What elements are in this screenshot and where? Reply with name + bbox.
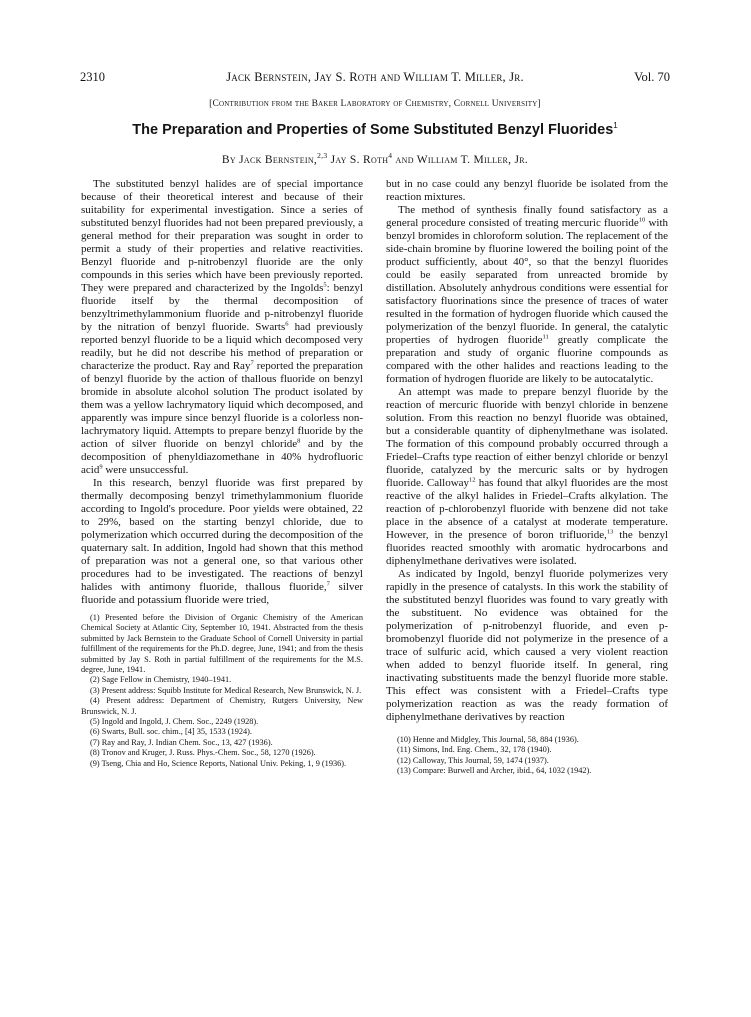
footnote-4: (4) Present address: Department of Chemistry, Rutgers University, New Brunswick, N. J. xyxy=(81,696,363,716)
page-number: 2310 xyxy=(80,70,105,84)
paragraph-stability: As indicated by Ingold, benzyl fluoride polymerizes very rapidly in the presence of catalysts. In this work the stability of the substituted benzyl fluorides was found to vary greatly with the substituent. No evidence was obtained for the polymerization of p-nitrobenzyl fluoride, and even p-bromobenzyl fluoride did not polymerize in the presence of a trace of sulfuric acid, which caused a very violent reaction when added to benzyl fluoride itself. In general, ring inactivating substituents made the benzyl fluoride more stable. This effect was consistent with a Friedel–Crafts type polymerization reaction as was the ready formation of diphenylmethane derivatives by reaction xyxy=(386,568,668,723)
text-run: silver fluoride and potassium fluoride were tried, xyxy=(81,581,363,606)
footnote-ref: 7 xyxy=(250,359,254,367)
paragraph-continued: but in no case could any benzyl fluoride be isolated from the reaction mixtures. xyxy=(386,178,668,203)
footnote-1: (1) Presented before the Division of Organic Chemistry of the American Chemical Society at Atlantic City, September 10, 1941. Abstracted from the thesis submitted by Jack Bernstein to the Graduate School of Cornell University in partial fulfillment of the requirements for the Ph.D. degree, June, 1941; and from the thesis submitted by Jay S. Roth in partial fulfillment of the requirements for the M.S. degree, June, 1941. xyxy=(81,613,363,675)
paragraph-attempt xyxy=(386,386,668,568)
paragraph-intro xyxy=(81,178,363,477)
volume-number: Vol. 70 xyxy=(634,70,670,84)
author-miller: and William T. Miller, Jr. xyxy=(395,153,529,166)
footnote-7: (7) Ray and Ray, J. Indian Chem. Soc., 13, 427 (1936). xyxy=(90,737,273,747)
footnote-13: (13) Compare: Burwell and Archer, ibid., 64, 1032 (1942). xyxy=(397,766,592,776)
footnote-ref: 9 xyxy=(99,463,103,471)
footnote-ref: 12 xyxy=(469,476,476,484)
left-column xyxy=(81,178,363,769)
text-run: The substituted benzyl halides are of special importance because of their theoretical interest and because of their suitability for experimental investigation. Since a series of substituted benzyl fluorides had not been prepared previously, a general method for their preparation was sought in order to permit a study of their properties and relative reactivities. Benzyl fluoride and p-nitrobenzyl fluoride are the only compounds in this series which have been previously reported. They were prepared and characterized by the Ingolds xyxy=(81,178,363,294)
footnote-6: (6) Swarts, Bull. soc. chim., [4] 35, 1533 (1924). xyxy=(90,727,252,737)
footnotes-right xyxy=(386,735,668,777)
footnotes-left xyxy=(81,613,363,769)
running-head xyxy=(80,70,670,86)
author-bernstein-refs: 2,3 xyxy=(317,151,328,160)
text-run: reported the preparation of benzyl fluoride by the action of thallous fluoride on benzyl bromide in absolute alcohol solution The product isolated by them was a yellow lachrymatory liquid which decomposed, and apparently was impure since benzyl fluoride is a colorless non-lachrymatory liquid. Attempts to prepare benzyl fluoride by the action of silver fluoride on benzyl chloride xyxy=(81,360,364,450)
title-footnote-ref: 1 xyxy=(613,121,618,130)
footnote-ref: 6 xyxy=(285,320,289,328)
footnote-5: (5) Ingold and Ingold, J. Chem. Soc., 2249 (1928). xyxy=(90,717,259,727)
author-bernstein: Jack Bernstein, xyxy=(239,153,318,166)
author-roth: Jay S. Roth xyxy=(330,153,389,166)
text-run: the benzyl fluorides reacted smoothly with aromatic hydrocarbons and diphenylmethane derivatives were isolated. xyxy=(386,529,669,567)
text-run: The method of synthesis finally found satisfactory as a general procedure consisted of treating mercuric fluoride xyxy=(386,204,668,229)
footnote-2: (2) Sage Fellow in Chemistry, 1940–1941. xyxy=(90,675,232,685)
footnote-ref: 7 xyxy=(326,580,330,588)
author-roth-refs: 4 xyxy=(388,151,393,160)
text-run: with benzyl bromides in chloroform solution. The replacement of the side-chain bromine by fluorine lowered the boiling point of the product sufficiently, about 40°, so that the benzyl fluorides could be easily separated from unreacted bromide by distillation. Absolutely anhydrous conditions were essential for satisfactory fluorinations since the presence of traces of water resulted in the formation of hydrogen fluoride which caused the polymerization of the benzyl fluoride. In general, the catalytic properties of hydrogen fluoride xyxy=(386,217,668,346)
byline xyxy=(80,151,670,166)
text-run: : benzyl fluoride itself by the thermal decomposition of benzyltrimethylammonium fluoride and p-nitrobenzyl fluoride by the nitration of benzyl fluoride. Swarts xyxy=(81,282,363,333)
text-run: An attempt was made to prepare benzyl fluoride by the reaction of mercuric fluoride with benzyl chloride in benzene solution. From this reaction no benzyl fluoride was obtained, but a considerable quantity of diphenylmethane was isolated. The formation of this compound probably occurred through a Friedel–Crafts type reaction of either benzyl chloride or benzyl fluoride, catalyzed by the mercuric salts or by hydrogen fluoride. Calloway xyxy=(386,386,668,489)
footnote-9: (9) Tseng, Chia and Ho, Science Reports, National Univ. Peking, 1, 9 (1936). xyxy=(90,758,347,768)
title-text: The Preparation and Properties of Some Substituted Benzyl Fluorides xyxy=(132,121,614,138)
paragraph-method xyxy=(386,204,668,386)
footnote-ref: 13 xyxy=(606,528,614,536)
paragraph-research xyxy=(81,477,363,607)
text-run: and by the decomposition of phenyldiazomethane in 40% hydrofluoric acid xyxy=(81,438,363,476)
text-run: were unsuccessful. xyxy=(102,464,189,476)
text-run: In this research, benzyl fluoride was first prepared by thermally decomposing benzyl trimethylammonium fluoride according to Ingold's procedure. Poor yields were obtained, 22 to 29%, based on the starting benzyl chloride, due to polymerization which occurred during the decomposition of the quaternary salt. In addition, Ingold had shown that this method of preparation was not a general one, so that various other procedures had to be investigated. The reactions of benzyl halides with antimony fluoride, thallous fluoride, xyxy=(81,477,363,593)
text-run: has found that alkyl fluorides are the most reactive of the alkyl halides in Friedel–Crafts alkylation. The reaction of p-chlorobenzyl fluoride with benzene did not take place in the absence of a catalyst at moderate temperature. However, in the presence of boron trifluoride, xyxy=(386,477,668,541)
footnote-10: (10) Henne and Midgley, This Journal, 58, 884 (1936). xyxy=(397,735,579,744)
right-column xyxy=(386,178,668,777)
footnote-ref: 11 xyxy=(542,333,549,341)
footnote-8: (8) Tronov and Kruger, J. Russ. Phys.-Chem. Soc., 58, 1270 (1926). xyxy=(90,748,316,758)
contribution-line: [Contribution from the Baker Laboratory of Chemistry, Cornell University] xyxy=(209,99,541,109)
text-run: greatly complicate the preparation and study of organic fluorine compounds as compared with the other halides and reactions leading to the formation of hydrogen fluoride are likely to be autocatalytic. xyxy=(386,334,669,385)
footnote-3: (3) Present address: Squibb Institute for Medical Research, New Brunswick, N. J. xyxy=(90,685,362,695)
text-run: had previously reported benzyl fluoride to be a liquid which decomposed very readily, but he did not describe his method of preparation or characterize the product. Ray and Ray xyxy=(81,321,363,372)
article-title xyxy=(80,121,670,138)
footnote-11: (11) Simons, Ind. Eng. Chem., 32, 178 (1940). xyxy=(397,745,552,755)
footnote-ref: 8 xyxy=(297,437,301,445)
footnote-ref: 5 xyxy=(323,281,327,289)
footnote-ref: 10 xyxy=(638,216,646,224)
running-head-authors: Jack Bernstein, Jay S. Roth and William T. Miller, Jr. xyxy=(226,70,524,84)
footnote-12: (12) Calloway, This Journal, 59, 1474 (1937). xyxy=(397,755,549,765)
byline-by: By xyxy=(221,153,236,166)
